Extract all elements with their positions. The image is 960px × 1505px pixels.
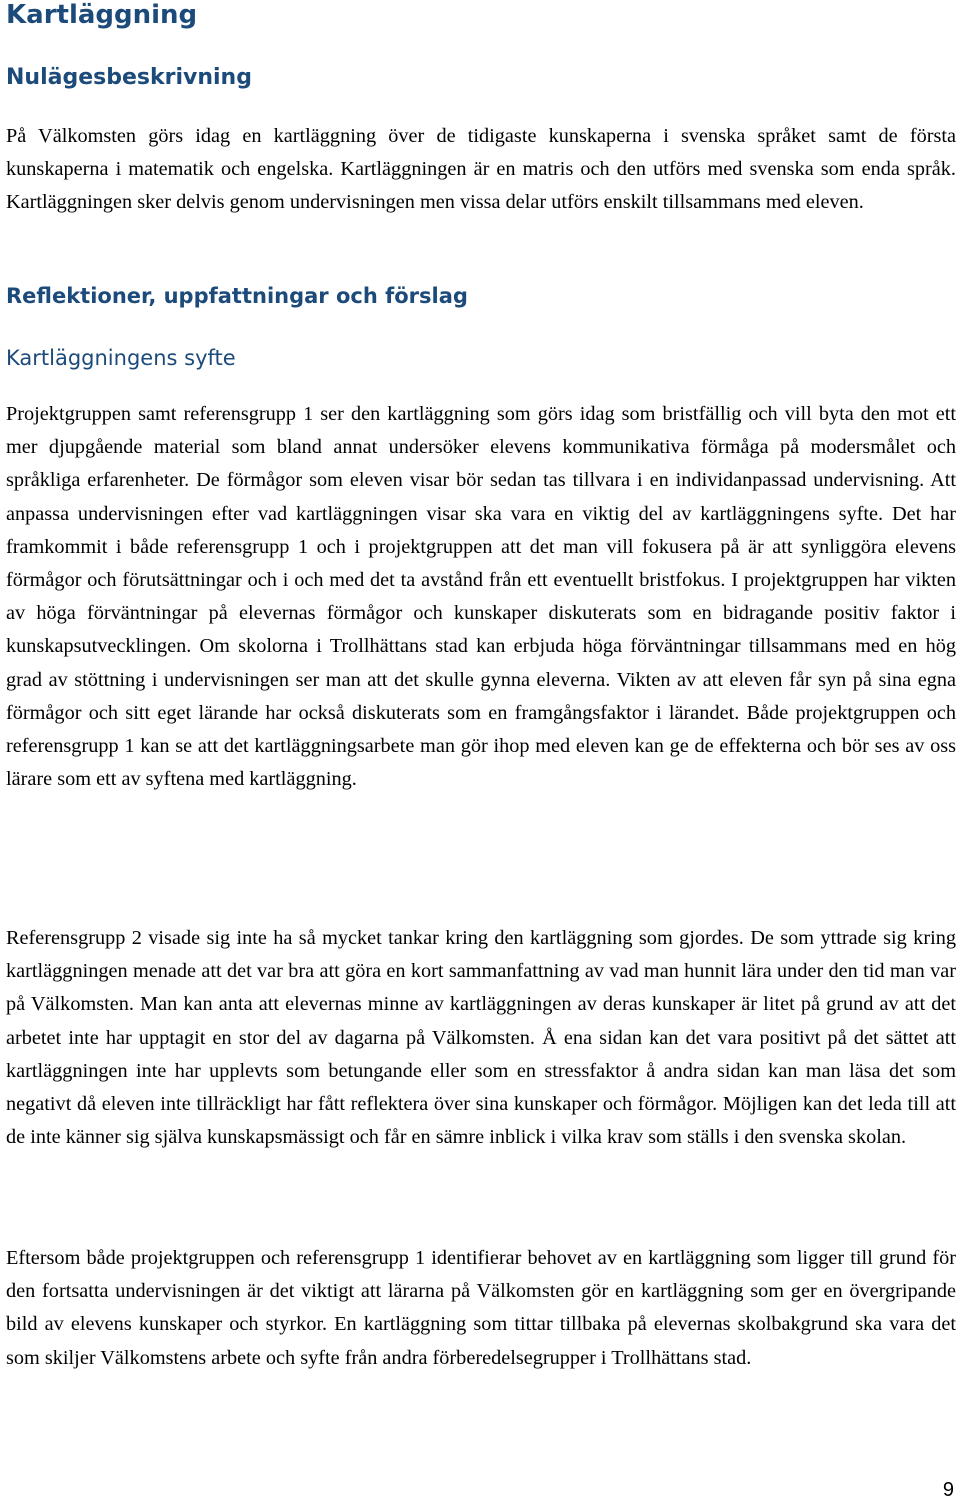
- page-number: 9: [942, 1479, 954, 1501]
- body-paragraph-2: Referensgrupp 2 visade sig inte ha så mycket tankar kring den kartläggning som gjordes. De som yttrade sig kring kartläggningen menade att det var bra att göra en kort sammanfattning av vad man hunnit lära under den tid man var på Välkomsten. Man kan anta att elevernas minne av kartläggningen av deras kunskaper är litet på grund av att det arbetet inte har upptagit en stor del av dagarna på Välkomsten. Å ena sidan kan det vara positivt på det sättet att kartläggningen inte har upplevts som betungande eller som en stressfaktor å andra sidan kan man läsa det som negativt då eleven inte tillräckligt har fått reflektera över sina kunskaper och förmågor. Möjligen kan det leda till att de inte känner sig själva kunskapsmässigt och får en sämre inblick i vilka krav som ställs i den svenska skolan.: [6, 927, 956, 1149]
- section-heading-nulagesbeskrivning: Nulägesbeskrivning: [6, 65, 252, 90]
- body-paragraph-3: Eftersom både projektgruppen och referensgrupp 1 identifierar behovet av en kartläggning som ligger till grund för den fortsatta undervisningen är det viktigt att lärarna på Välkomsten gör en kartläggning som ger en övergripande bild av elevens kunskaper och styrkor. En kartläggning som tittar tillbaka på elevernas skolbakgrund ska vara det som skiljer Välkomstens arbete och syfte från andra förberedelsegrupper i Trollhättans stad.: [6, 1247, 956, 1369]
- subheading-kartlaggningens-syfte: Kartläggningens syfte: [6, 346, 236, 370]
- page-title: Kartläggning: [6, 0, 198, 30]
- section-paragraph: På Välkomsten görs idag en kartläggning över de tidigaste kunskaperna i svenska språket samt de första kunskaperna i matematik och engelska. Kartläggningen är en matris och den utförs med svenska som enda språk. Kartläggningen sker delvis genom undervisningen men vissa delar utförs enskilt tillsammans med eleven.: [6, 125, 956, 214]
- body-paragraph-1: Projektgruppen samt referensgrupp 1 ser den kartläggning som görs idag som bristfällig och vill byta den mot ett mer djupgående material som bland annat undersöker elevens kommunikativa förmåga på modersmålet och språkliga erfarenheter. De förmågor som eleven visar bör sedan tas tillvara i en individanpassad undervisning. Att anpassa undervisningen efter vad kartläggningen visar ska vara en viktig del av kartläggningens syfte. Det har framkommit i både referensgrupp 1 och i projektgruppen att det man vill fokusera på är att synliggöra elevens förmågor och förutsättningar och i och med det ta avstånd från ett eventuellt bristfokus. I projektgruppen har vikten av höga förväntningar på elevernas förmågor och kunskaper diskuterats som en bidragande positiv faktor i kunskapsutvecklingen. Om skolorna i Trollhättans stad kan erbjuda höga förväntningar tillsammans med en hög grad av stöttning i undervisningen ser man att det skulle gynna eleverna. Vikten av att eleven får syn på sina egna förmågor och sitt eget lärande har också diskuterats som en framgångsfaktor i lärandet. Både projektgruppen och referensgrupp 1 kan se att det kartläggningsarbete man gör ihop med eleven kan ge de effekterna och bör ses av oss lärare som ett av syftena med kartläggning.: [6, 403, 956, 791]
- section-heading-reflektioner: Reflektioner, uppfattningar och förslag: [6, 284, 468, 308]
